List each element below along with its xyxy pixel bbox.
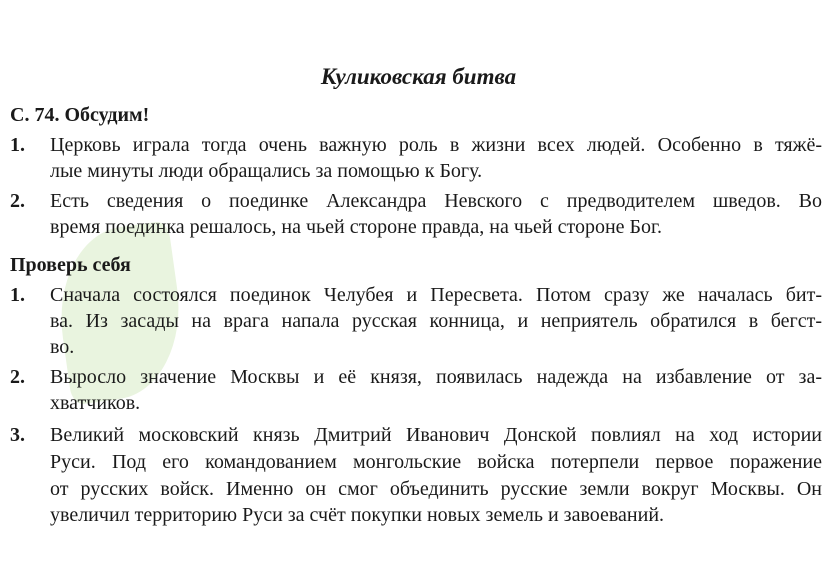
check-heading: Проверь себя bbox=[10, 254, 131, 276]
text-line: увеличил территорию Руси за счёт покупки новых земель и завоеваний. bbox=[50, 504, 665, 526]
text-line: Есть сведения о поединке Александра Невского с предводителем шведов. Во bbox=[50, 190, 822, 212]
item-number: 2. bbox=[10, 190, 25, 212]
item-number: 3. bbox=[10, 424, 25, 446]
text-line: во. bbox=[50, 336, 75, 358]
text-line: от русских войск. Именно он смог объединить русские земли вокруг Москвы. Он bbox=[50, 478, 822, 500]
item-number: 1. bbox=[10, 284, 25, 306]
text-line: время поединка решалось, на чьей стороне правда, на чьей стороне Бог. bbox=[50, 216, 662, 238]
text-line: Сначала состоялся поединок Челубея и Пересвета. Потом сразу же началась бит- bbox=[50, 284, 822, 306]
text-line: ва. Из засады на врага напала русская конница, и неприятель обратился в бегст- bbox=[50, 310, 822, 332]
text-line: Руси. Под его командованием монгольские войска потерпели первое поражение bbox=[50, 451, 822, 473]
text-line: Церковь играла тогда очень важную роль в жизни всех людей. Особенно в тяжё- bbox=[50, 134, 822, 156]
page-title: Куликовская битва bbox=[320, 64, 517, 89]
text-line: Великий московский князь Дмитрий Иванович Донской повлиял на ход истории bbox=[50, 424, 822, 446]
item-number: 2. bbox=[10, 366, 25, 388]
item-number: 1. bbox=[10, 134, 25, 156]
text-line: лые минуты люди обращались за помощью к Богу. bbox=[50, 160, 483, 182]
text-line: Выросло значение Москвы и её князя, появилась надежда на избавление от за- bbox=[50, 366, 822, 388]
text-line: хватчиков. bbox=[50, 392, 141, 414]
discuss-heading: С. 74. Обсудим! bbox=[10, 104, 150, 126]
